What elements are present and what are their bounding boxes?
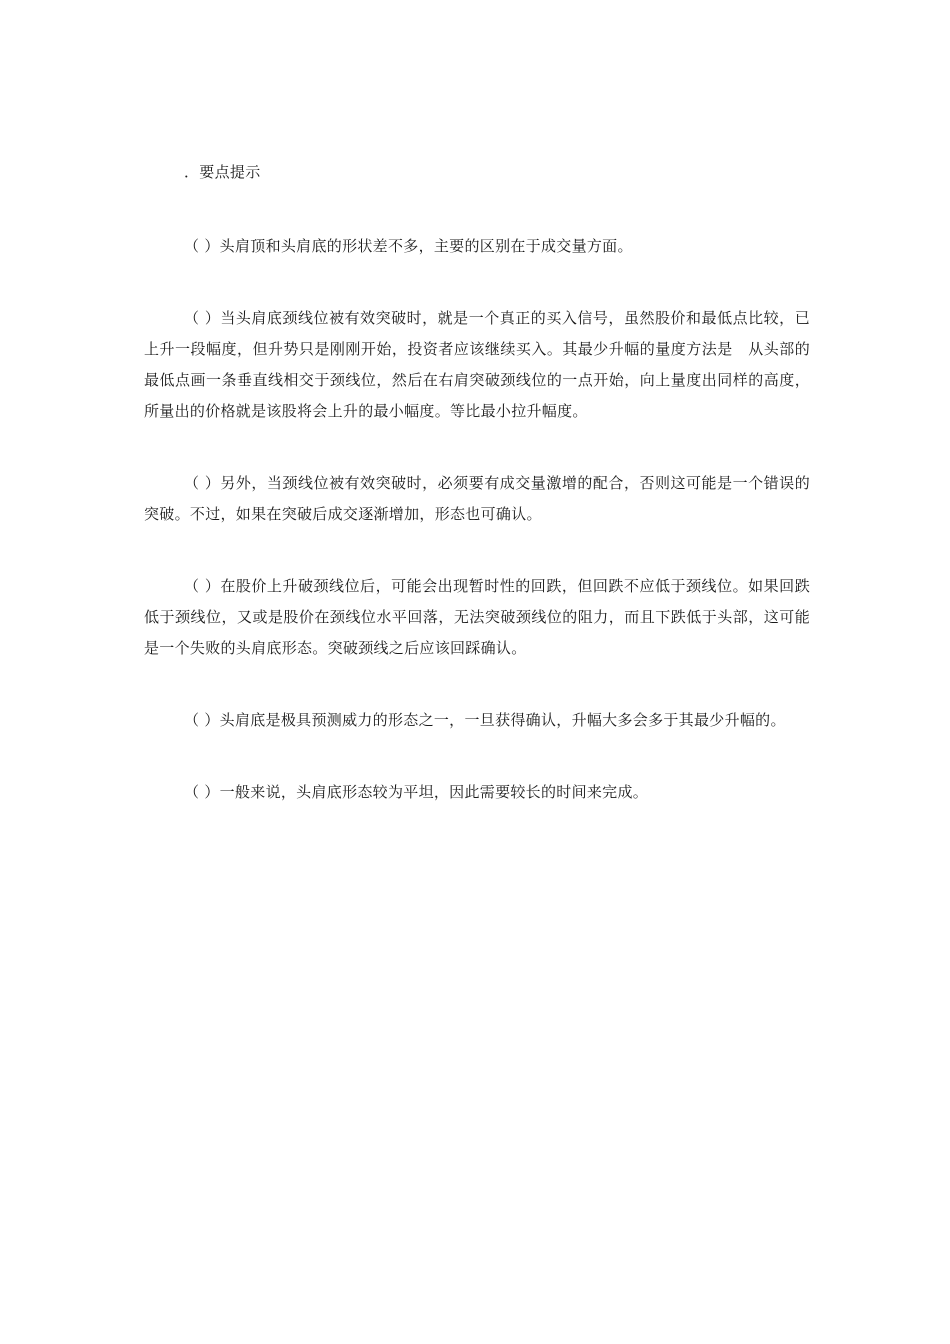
section-heading: ．要点提示	[184, 163, 261, 181]
paragraph-5: （ ）头肩底是极具预测威力的形态之一，一旦获得确认，升幅大多会多于其最少升幅的。	[184, 711, 786, 729]
paragraph-3: （ ）另外，当颈线位被有效突破时，必须要有成交量激增的配合，否则这可能是一个错误的突破。不过，如果在突破后成交逐渐增加，形态也可确认。	[144, 474, 810, 523]
paragraph-1: （ ）头肩顶和头肩底的形状差不多，主要的区别在于成交量方面。	[184, 237, 633, 255]
document-body	[144, 157, 810, 808]
paragraph-6: （ ）一般来说，头肩底形态较为平坦，因此需要较长的时间来完成。	[184, 783, 649, 801]
paragraph-2: （ ）当头肩底颈线位被有效突破时，就是一个真正的买入信号，虽然股价和最低点比较，已上升一段幅度，但升势只是刚刚开始，投资者应该继续买入。其最少升幅的量度方法是 从头部的最低点画一条垂直线相交于颈线位，然后在右肩突破颈线位的一点开始，向上量度出同样的高度，所量出的价格就是该股将会上升的最小幅度。等比最小拉升幅度。	[144, 309, 810, 420]
paragraph-4: （ ）在股价上升破颈线位后，可能会出现暂时性的回跌，但回跌不应低于颈线位。如果回跌低于颈线位，又或是股价在颈线位水平回落，无法突破颈线位的阻力，而且下跌低于头部，这可能是一个失败的头肩底形态。突破颈线之后应该回踩确认。	[144, 577, 810, 657]
